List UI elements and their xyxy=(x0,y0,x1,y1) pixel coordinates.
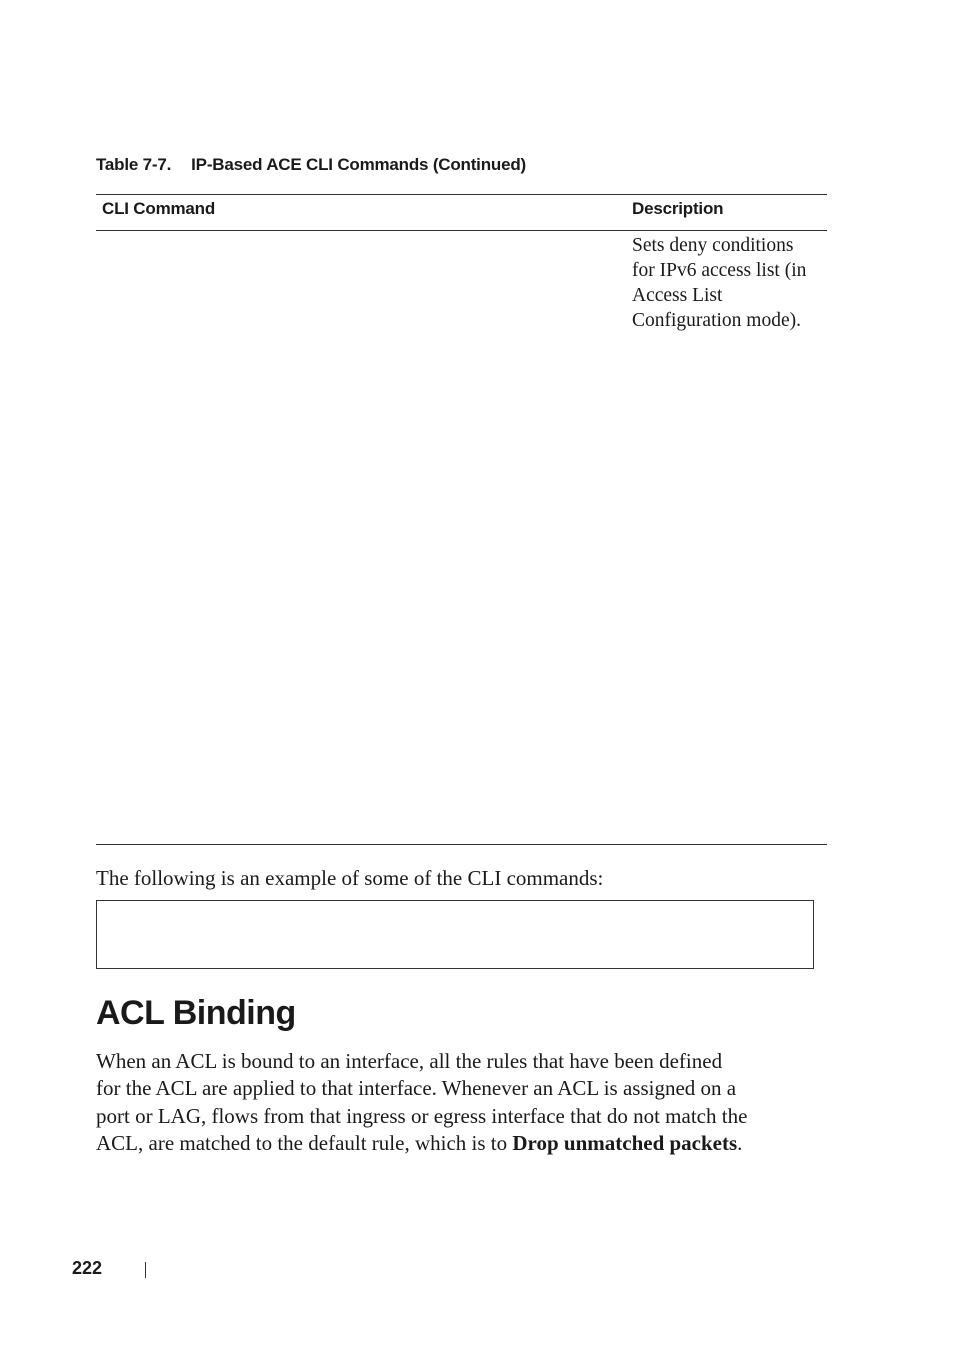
description-line: Sets deny conditions xyxy=(632,235,794,256)
section-heading: ACL Binding xyxy=(96,994,296,1032)
description-line: Configuration mode). xyxy=(632,310,801,331)
example-intro-text: The following is an example of some of the CLI commands: xyxy=(96,866,604,890)
footer-divider xyxy=(145,1262,146,1278)
page-number: 222 xyxy=(72,1258,103,1278)
table-bottom-rule xyxy=(96,844,827,845)
paragraph-text: ACL, are matched to the default rule, which is to xyxy=(96,1130,513,1155)
emphasis-text: Drop unmatched packets xyxy=(512,1130,738,1155)
table-header-rule xyxy=(96,230,827,231)
table-caption-title: IP-Based ACE CLI Commands (Continued) xyxy=(191,155,526,174)
description-line: Access List xyxy=(632,285,723,306)
paragraph-line: for the ACL are applied to that interface. Whenever an ACL is assigned on a xyxy=(96,1076,737,1101)
table-caption xyxy=(96,155,526,175)
table-top-rule xyxy=(96,194,827,195)
column-header-cli-command: CLI Command xyxy=(102,199,216,218)
description-line: for IPv6 access list (in xyxy=(632,260,807,281)
paragraph-last-line xyxy=(96,1130,836,1157)
paragraph-line: When an ACL is bound to an interface, all the rules that have been defined xyxy=(96,1049,723,1073)
paragraph-text: . xyxy=(737,1130,743,1155)
column-header-description: Description xyxy=(632,199,724,218)
paragraph-line: port or LAG, flows from that ingress or egress interface that do not match the xyxy=(96,1103,748,1128)
code-example-box xyxy=(96,900,814,969)
table-cell-description xyxy=(632,233,832,333)
table-caption-number: Table 7-7. xyxy=(96,155,172,174)
section-body-paragraph xyxy=(96,1048,836,1157)
